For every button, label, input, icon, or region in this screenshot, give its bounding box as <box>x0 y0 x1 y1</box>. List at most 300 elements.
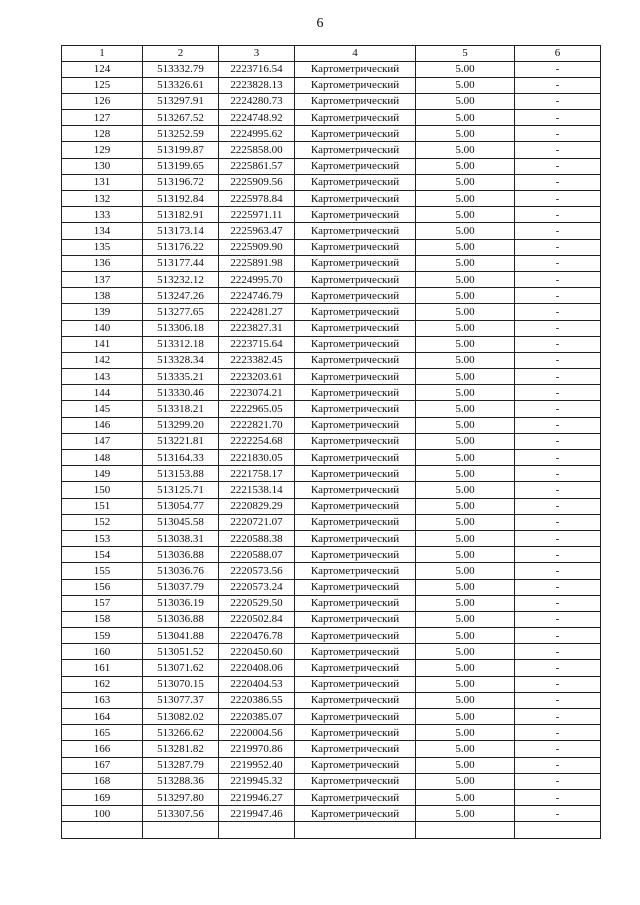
table-cell: 513297.80 <box>143 789 219 805</box>
table-cell: - <box>515 336 601 352</box>
table-cell: - <box>515 450 601 466</box>
table-cell: 2220529.50 <box>219 595 295 611</box>
table-cell: 2225909.90 <box>219 239 295 255</box>
table-row <box>62 417 601 433</box>
column-header: 2 <box>143 46 219 62</box>
table-cell: Картометрический <box>295 142 416 158</box>
table-cell: Картометрический <box>295 255 416 271</box>
table-row <box>62 191 601 207</box>
table-cell: 513077.37 <box>143 692 219 708</box>
table-cell: - <box>515 320 601 336</box>
table-cell: 2219952.40 <box>219 757 295 773</box>
table-cell: 2223716.54 <box>219 61 295 77</box>
table-cell: 513045.58 <box>143 514 219 530</box>
table-cell: 125 <box>62 77 143 93</box>
table-cell: Картометрический <box>295 77 416 93</box>
table-cell: Картометрический <box>295 271 416 287</box>
table-cell: - <box>515 628 601 644</box>
table-cell: - <box>515 369 601 385</box>
table-cell: 513036.88 <box>143 547 219 563</box>
table-cell: - <box>515 223 601 239</box>
table-row <box>62 433 601 449</box>
table-row <box>62 77 601 93</box>
table-cell: 124 <box>62 61 143 77</box>
table-cell: 150 <box>62 482 143 498</box>
table-cell: 5.00 <box>416 207 515 223</box>
table-cell: 513199.87 <box>143 142 219 158</box>
table-row <box>62 482 601 498</box>
table-cell: 5.00 <box>416 563 515 579</box>
table-cell: 513306.18 <box>143 320 219 336</box>
table-cell: 5.00 <box>416 660 515 676</box>
table-cell: - <box>515 304 601 320</box>
table-cell: - <box>515 482 601 498</box>
table-row <box>62 320 601 336</box>
table-row <box>62 579 601 595</box>
table-row <box>62 401 601 417</box>
table-cell: - <box>515 401 601 417</box>
table-cell: - <box>515 611 601 627</box>
table-cell <box>62 822 143 839</box>
table-cell: 5.00 <box>416 369 515 385</box>
table-row <box>62 207 601 223</box>
table-cell: - <box>515 773 601 789</box>
table-cell: 5.00 <box>416 644 515 660</box>
table-cell: 129 <box>62 142 143 158</box>
table-cell: - <box>515 191 601 207</box>
table-cell: 5.00 <box>416 433 515 449</box>
table-cell: 513312.18 <box>143 336 219 352</box>
table-cell: 513267.52 <box>143 110 219 126</box>
table-cell: 513287.79 <box>143 757 219 773</box>
table-cell: Картометрический <box>295 628 416 644</box>
table-cell: - <box>515 757 601 773</box>
table-cell: Картометрический <box>295 450 416 466</box>
table-cell: 513252.59 <box>143 126 219 142</box>
table-cell: 5.00 <box>416 709 515 725</box>
table-cell: 5.00 <box>416 692 515 708</box>
column-header: 6 <box>515 46 601 62</box>
table-row <box>62 158 601 174</box>
table-cell: Картометрический <box>295 385 416 401</box>
table-cell: 158 <box>62 611 143 627</box>
table-cell: 157 <box>62 595 143 611</box>
table-cell: - <box>515 77 601 93</box>
table-cell: 2220404.53 <box>219 676 295 692</box>
table-cell: - <box>515 709 601 725</box>
table-cell: 513307.56 <box>143 806 219 822</box>
table-cell: Картометрический <box>295 126 416 142</box>
table-cell: 2220004.56 <box>219 725 295 741</box>
table-row <box>62 450 601 466</box>
table-cell: 5.00 <box>416 676 515 692</box>
table-cell: 2220408.06 <box>219 660 295 676</box>
table-row <box>62 773 601 789</box>
table-cell: 5.00 <box>416 223 515 239</box>
table-cell: 138 <box>62 288 143 304</box>
table-cell: Картометрический <box>295 611 416 627</box>
table-cell: Картометрический <box>295 741 416 757</box>
table-row <box>62 806 601 822</box>
table-cell: 5.00 <box>416 126 515 142</box>
table-cell: 5.00 <box>416 77 515 93</box>
table-cell: Картометрический <box>295 239 416 255</box>
table-cell: 5.00 <box>416 450 515 466</box>
table-row <box>62 110 601 126</box>
table-cell: 2223382.45 <box>219 352 295 368</box>
table-cell: 513070.15 <box>143 676 219 692</box>
table-cell: Картометрический <box>295 725 416 741</box>
table-cell: 5.00 <box>416 741 515 757</box>
table-cell: 144 <box>62 385 143 401</box>
table-cell: 513037.79 <box>143 579 219 595</box>
table-cell: 5.00 <box>416 806 515 822</box>
table-cell: 2222965.05 <box>219 401 295 417</box>
table-cell: 513182.91 <box>143 207 219 223</box>
table-cell: 2220476.78 <box>219 628 295 644</box>
table-cell: 5.00 <box>416 466 515 482</box>
table-cell: - <box>515 288 601 304</box>
table-cell: Картометрический <box>295 433 416 449</box>
table-cell: 139 <box>62 304 143 320</box>
table-row <box>62 547 601 563</box>
table-cell: 5.00 <box>416 611 515 627</box>
table-cell: 5.00 <box>416 385 515 401</box>
table-row <box>62 741 601 757</box>
table-cell: Картометрический <box>295 417 416 433</box>
table-cell: - <box>515 660 601 676</box>
table-cell: 2220721.07 <box>219 514 295 530</box>
table-cell: Картометрический <box>295 595 416 611</box>
table-cell: 156 <box>62 579 143 595</box>
table-cell: 513330.46 <box>143 385 219 401</box>
table-cell: 154 <box>62 547 143 563</box>
table-cell: 163 <box>62 692 143 708</box>
table-cell: 167 <box>62 757 143 773</box>
table-row <box>62 385 601 401</box>
table-cell: 513326.61 <box>143 77 219 93</box>
table-cell: - <box>515 530 601 546</box>
table-cell: - <box>515 579 601 595</box>
table-row <box>62 789 601 805</box>
table-cell: 5.00 <box>416 628 515 644</box>
table-cell: Картометрический <box>295 482 416 498</box>
table-cell: 5.00 <box>416 725 515 741</box>
table-cell: 513232.12 <box>143 271 219 287</box>
table-cell: 140 <box>62 320 143 336</box>
table-row <box>62 255 601 271</box>
table-cell: 513051.52 <box>143 644 219 660</box>
table-cell: 130 <box>62 158 143 174</box>
table-cell: 162 <box>62 676 143 692</box>
table-cell: 153 <box>62 530 143 546</box>
table-cell: 143 <box>62 369 143 385</box>
table-cell: 513192.84 <box>143 191 219 207</box>
table-cell: 2222821.70 <box>219 417 295 433</box>
table-cell: 513036.19 <box>143 595 219 611</box>
table-row <box>62 304 601 320</box>
table-cell: 2220573.24 <box>219 579 295 595</box>
table-cell: Картометрический <box>295 498 416 514</box>
table-header-row <box>62 46 601 62</box>
table-cell: 161 <box>62 660 143 676</box>
table-cell: 513221.81 <box>143 433 219 449</box>
table-cell: 164 <box>62 709 143 725</box>
table-cell: 513299.20 <box>143 417 219 433</box>
table-cell: 513318.21 <box>143 401 219 417</box>
column-header: 1 <box>62 46 143 62</box>
table-row <box>62 369 601 385</box>
table-cell: 2220386.55 <box>219 692 295 708</box>
table-cell: 2223074.21 <box>219 385 295 401</box>
table-cell: Картометрический <box>295 789 416 805</box>
table-cell: - <box>515 255 601 271</box>
table-cell: 2223715.64 <box>219 336 295 352</box>
table-cell: Картометрический <box>295 709 416 725</box>
table-row <box>62 611 601 627</box>
table-cell: - <box>515 595 601 611</box>
table-cell: 151 <box>62 498 143 514</box>
table-cell: - <box>515 110 601 126</box>
table-cell: 127 <box>62 110 143 126</box>
table-cell: 2224995.62 <box>219 126 295 142</box>
table-cell: 513036.88 <box>143 611 219 627</box>
column-header: 3 <box>219 46 295 62</box>
table-cell: 133 <box>62 207 143 223</box>
table-cell: Картометрический <box>295 773 416 789</box>
table-cell: - <box>515 563 601 579</box>
table-cell: 2219946.27 <box>219 789 295 805</box>
table-row <box>62 93 601 109</box>
table-row <box>62 61 601 77</box>
table-cell: 5.00 <box>416 352 515 368</box>
table-cell: - <box>515 676 601 692</box>
table-cell: 5.00 <box>416 514 515 530</box>
table-cell: - <box>515 61 601 77</box>
table-cell: Картометрический <box>295 530 416 546</box>
table-cell: Картометрический <box>295 676 416 692</box>
table-cell: 128 <box>62 126 143 142</box>
table-cell: 2219970.86 <box>219 741 295 757</box>
table-cell: Картометрический <box>295 547 416 563</box>
table-cell: 168 <box>62 773 143 789</box>
table-cell: 2221830.05 <box>219 450 295 466</box>
table-cell: 2224748.92 <box>219 110 295 126</box>
table-cell: 152 <box>62 514 143 530</box>
table-row <box>62 709 601 725</box>
table-cell: Картометрический <box>295 352 416 368</box>
table-cell: 5.00 <box>416 401 515 417</box>
table-cell: 5.00 <box>416 595 515 611</box>
table-cell: 513277.65 <box>143 304 219 320</box>
table-cell: 165 <box>62 725 143 741</box>
table-cell: 2224280.73 <box>219 93 295 109</box>
table-cell: 513199.65 <box>143 158 219 174</box>
table-cell: 2225858.00 <box>219 142 295 158</box>
table-row <box>62 174 601 190</box>
table-cell: 131 <box>62 174 143 190</box>
table-row <box>62 822 601 839</box>
table-cell: - <box>515 271 601 287</box>
table-cell: 513196.72 <box>143 174 219 190</box>
table-cell: 2225963.47 <box>219 223 295 239</box>
table-row <box>62 336 601 352</box>
table-row <box>62 757 601 773</box>
table-row <box>62 126 601 142</box>
table-cell: - <box>515 644 601 660</box>
column-header: 5 <box>416 46 515 62</box>
table-cell: 513266.62 <box>143 725 219 741</box>
table-cell: 513328.34 <box>143 352 219 368</box>
table-cell: 2225971.11 <box>219 207 295 223</box>
table-cell: - <box>515 207 601 223</box>
table-cell: - <box>515 498 601 514</box>
table-cell: - <box>515 725 601 741</box>
table-cell: 513288.36 <box>143 773 219 789</box>
table-cell: 5.00 <box>416 191 515 207</box>
table-cell: 5.00 <box>416 579 515 595</box>
table-cell: 2225891.98 <box>219 255 295 271</box>
table-cell: 513164.33 <box>143 450 219 466</box>
table-cell: 2225861.57 <box>219 158 295 174</box>
table-row <box>62 223 601 239</box>
table-cell: 159 <box>62 628 143 644</box>
table-cell: 5.00 <box>416 255 515 271</box>
table-cell: - <box>515 466 601 482</box>
table-row <box>62 692 601 708</box>
table-cell: 2220450.60 <box>219 644 295 660</box>
table-cell: Картометрический <box>295 644 416 660</box>
table-cell: 155 <box>62 563 143 579</box>
table-cell: 5.00 <box>416 789 515 805</box>
table-cell: 2220573.56 <box>219 563 295 579</box>
table-cell: - <box>515 514 601 530</box>
table-cell: 2220829.29 <box>219 498 295 514</box>
page-number: 6 <box>316 16 324 31</box>
table-cell: 2220588.38 <box>219 530 295 546</box>
table-cell: 141 <box>62 336 143 352</box>
table-cell: 5.00 <box>416 271 515 287</box>
table-cell: 145 <box>62 401 143 417</box>
table-cell: 513173.14 <box>143 223 219 239</box>
table-cell: 513281.82 <box>143 741 219 757</box>
table-cell: Картометрический <box>295 304 416 320</box>
table-cell: 160 <box>62 644 143 660</box>
table-cell: Картометрический <box>295 93 416 109</box>
table-cell: 166 <box>62 741 143 757</box>
table-cell: 5.00 <box>416 498 515 514</box>
table-cell: 137 <box>62 271 143 287</box>
table-cell: 134 <box>62 223 143 239</box>
table-cell: 513036.76 <box>143 563 219 579</box>
table-cell: Картометрический <box>295 336 416 352</box>
table-cell: 5.00 <box>416 142 515 158</box>
table-cell: 513041.88 <box>143 628 219 644</box>
table-cell: 2224995.70 <box>219 271 295 287</box>
table-cell: 132 <box>62 191 143 207</box>
table-cell: - <box>515 158 601 174</box>
table-cell: 513176.22 <box>143 239 219 255</box>
table-cell <box>295 822 416 839</box>
table-cell: 2220588.07 <box>219 547 295 563</box>
table-cell: Картометрический <box>295 757 416 773</box>
table-cell <box>416 822 515 839</box>
table-cell: 2221538.14 <box>219 482 295 498</box>
table-cell: 5.00 <box>416 174 515 190</box>
table-cell: Картометрический <box>295 191 416 207</box>
table-cell: 5.00 <box>416 61 515 77</box>
table-cell: Картометрический <box>295 692 416 708</box>
table-cell: 5.00 <box>416 158 515 174</box>
column-header: 4 <box>295 46 416 62</box>
table-row <box>62 644 601 660</box>
table-cell: 513153.88 <box>143 466 219 482</box>
table-cell: 513297.91 <box>143 93 219 109</box>
table-cell: 5.00 <box>416 530 515 546</box>
table-cell: 5.00 <box>416 320 515 336</box>
table-cell: 2221758.17 <box>219 466 295 482</box>
table-cell: 5.00 <box>416 336 515 352</box>
table-cell: 5.00 <box>416 417 515 433</box>
table-cell: 5.00 <box>416 757 515 773</box>
table-cell: 2224281.27 <box>219 304 295 320</box>
table-cell: - <box>515 142 601 158</box>
table-cell: Картометрический <box>295 466 416 482</box>
table-cell: Картометрический <box>295 563 416 579</box>
table-cell: - <box>515 417 601 433</box>
table-row <box>62 142 601 158</box>
table-cell: 2223827.31 <box>219 320 295 336</box>
table-cell: - <box>515 174 601 190</box>
table-cell: 5.00 <box>416 547 515 563</box>
table-cell: Картометрический <box>295 288 416 304</box>
table-row <box>62 725 601 741</box>
table-cell: 2223828.13 <box>219 77 295 93</box>
table-cell: - <box>515 692 601 708</box>
table-cell: - <box>515 547 601 563</box>
table-cell: Картометрический <box>295 401 416 417</box>
table-cell: 2225909.56 <box>219 174 295 190</box>
table-cell: 146 <box>62 417 143 433</box>
table-row <box>62 271 601 287</box>
table-cell: 2222254.68 <box>219 433 295 449</box>
table-cell: 5.00 <box>416 239 515 255</box>
table-row <box>62 676 601 692</box>
table-cell: - <box>515 239 601 255</box>
table-cell: 2219945.32 <box>219 773 295 789</box>
table-cell: 2220385.07 <box>219 709 295 725</box>
table-row <box>62 352 601 368</box>
table-cell: 513082.02 <box>143 709 219 725</box>
table-cell <box>219 822 295 839</box>
table-cell: 2219947.46 <box>219 806 295 822</box>
table-cell: Картометрический <box>295 61 416 77</box>
table-cell: 5.00 <box>416 110 515 126</box>
table-cell: 513038.31 <box>143 530 219 546</box>
table-cell: Картометрический <box>295 207 416 223</box>
table-cell: 5.00 <box>416 773 515 789</box>
table-row <box>62 514 601 530</box>
table-cell: Картометрический <box>295 110 416 126</box>
table-cell: 5.00 <box>416 93 515 109</box>
table-row <box>62 595 601 611</box>
table-cell: 513335.21 <box>143 369 219 385</box>
table-row <box>62 239 601 255</box>
table-cell: 2220502.84 <box>219 611 295 627</box>
table-cell: - <box>515 806 601 822</box>
coordinates-table <box>61 45 601 839</box>
table-row <box>62 563 601 579</box>
